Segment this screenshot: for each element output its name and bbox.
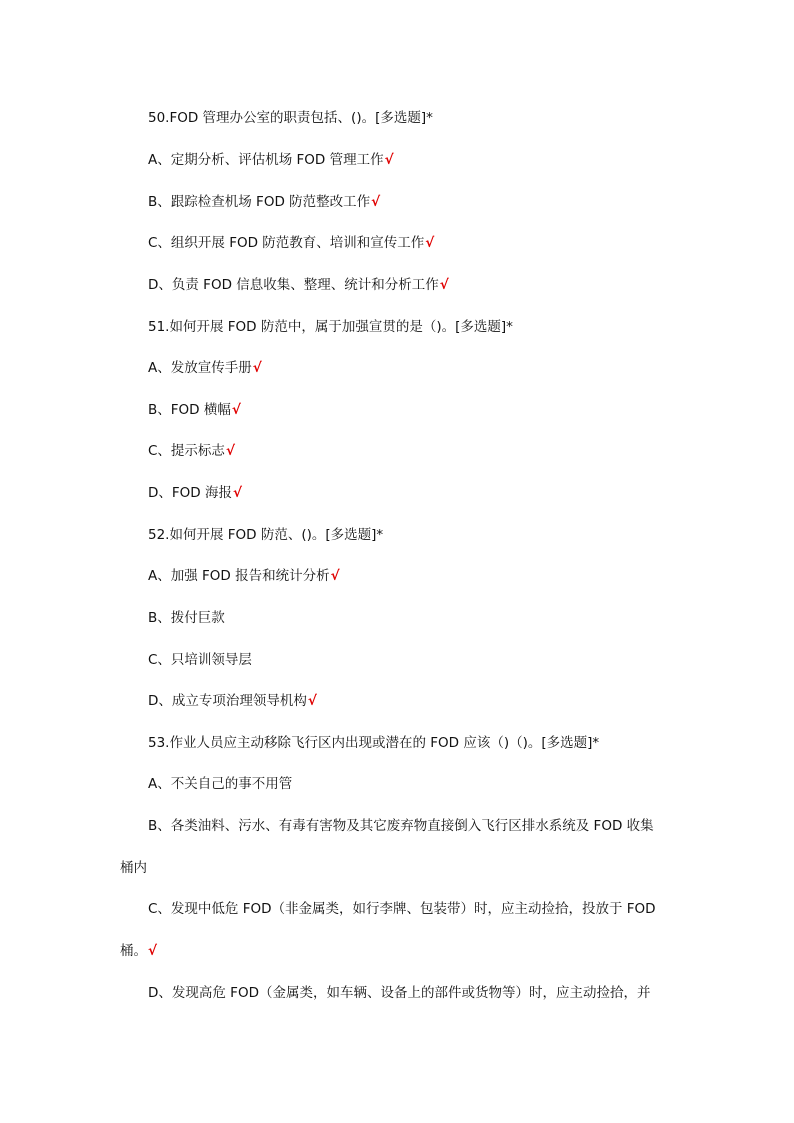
option-53-d: D、发现高危 FOD（金属类，如车辆、设备上的部件或货物等）时，应主动捡拾，并: [148, 985, 651, 1001]
option-51-d: D、FOD 海报√: [148, 485, 242, 501]
question-53: 53.作业人员应主动移除飞行区内出现或潜在的 FOD 应该（)（)。[多选题]*: [148, 735, 600, 751]
option-51-a: A、发放宣传手册√: [148, 360, 262, 376]
option-51-c: C、提示标志√: [148, 443, 235, 459]
option-53-a: A、不关自己的事不用管: [148, 776, 293, 792]
option-53-b: B、各类油料、污水、有毒有害物及其它废弃物直接倒入飞行区排水系统及 FOD 收集: [148, 818, 654, 834]
option-50-a: A、定期分析、评估机场 FOD 管理工作√: [148, 152, 394, 168]
check-mark-icon: √: [225, 443, 235, 459]
option-52-a: A、加强 FOD 报告和统计分析√: [148, 568, 340, 584]
option-52-d: D、成立专项治理领导机构√: [148, 693, 317, 709]
check-mark-icon: √: [384, 152, 394, 168]
check-mark-icon: √: [148, 943, 158, 959]
check-mark-icon: √: [330, 568, 340, 584]
check-mark-icon: √: [252, 360, 262, 376]
option-50-d: D、负责 FOD 信息收集、整理、统计和分析工作√: [148, 277, 449, 293]
question-51: 51.如何开展 FOD 防范中，属于加强宣贯的是（)。[多选题]*: [148, 319, 513, 335]
option-50-b: B、跟踪检查机场 FOD 防范整改工作√: [148, 194, 381, 210]
option-53-b-continued: 桶内: [120, 860, 147, 876]
question-50: 50.FOD 管理办公室的职责包括、()。[多选题]*: [148, 110, 433, 126]
check-mark-icon: √: [439, 277, 449, 293]
check-mark-icon: √: [232, 485, 242, 501]
option-51-b: B、FOD 横幅√: [148, 402, 241, 418]
option-52-c: C、只培训领导层: [148, 652, 252, 668]
check-mark-icon: √: [231, 402, 241, 418]
question-52: 52.如何开展 FOD 防范、()。[多选题]*: [148, 527, 384, 543]
option-52-b: B、拨付巨款: [148, 610, 225, 626]
option-53-c: C、发现中低危 FOD（非金属类，如行李牌、包装带）时，应主动捡拾，投放于 FOD: [148, 901, 656, 917]
check-mark-icon: √: [425, 235, 435, 251]
option-53-c-continued: 桶。√: [120, 943, 158, 959]
check-mark-icon: √: [371, 194, 381, 210]
check-mark-icon: √: [307, 693, 317, 709]
option-50-c: C、组织开展 FOD 防范教育、培训和宣传工作√: [148, 235, 435, 251]
